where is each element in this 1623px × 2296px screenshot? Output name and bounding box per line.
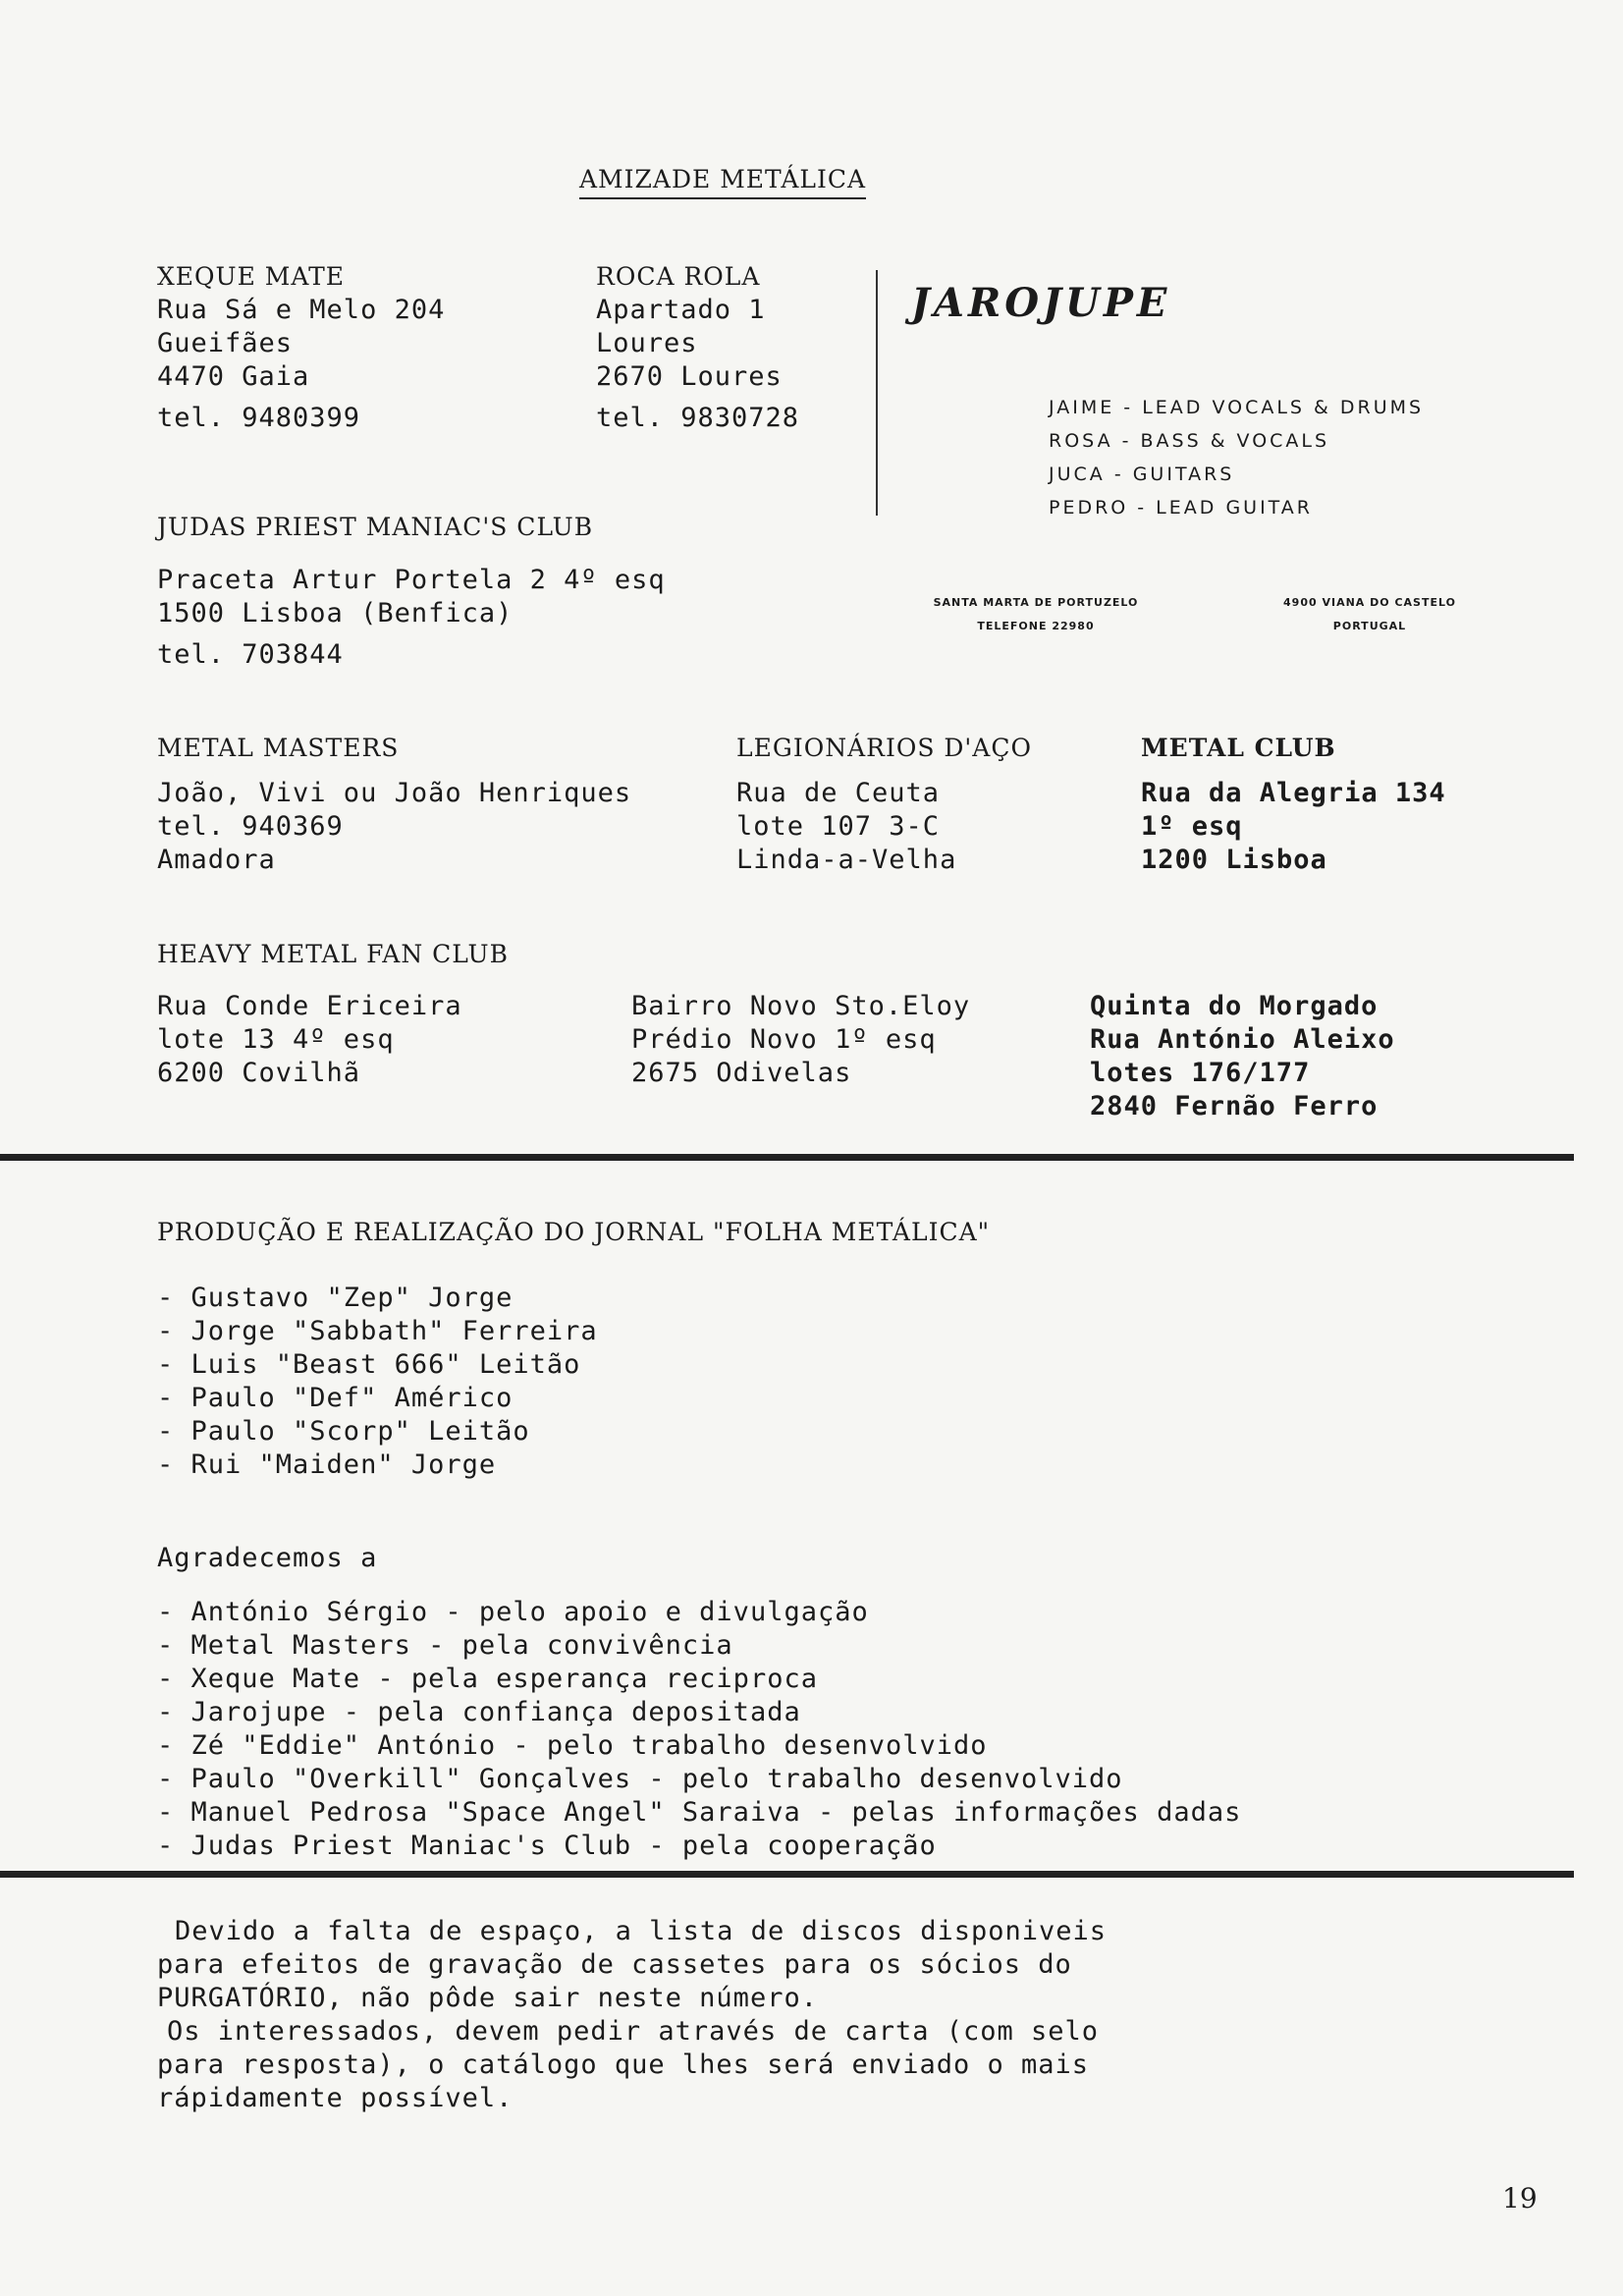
notice-line: para resposta), o catálogo que lhes será enviado o mais	[157, 2050, 1090, 2080]
jarojupe-address-line-1: SANTA MARTA DE PORTUZELO	[933, 596, 1139, 609]
production-name: - Luis "Beast 666" Leitão	[157, 1349, 581, 1380]
notice-line: PURGATÓRIO, não pôde sair neste número.	[157, 1983, 818, 2013]
xeque-mate-line-3: 4470 Gaia	[157, 361, 310, 392]
metal-masters-block	[157, 732, 631, 877]
notice-line: rápidamente possível.	[157, 2083, 514, 2113]
judas-priest-phone: tel. 703844	[157, 639, 344, 670]
divider-1	[0, 1154, 1574, 1161]
hmfc-address-2	[631, 990, 970, 1090]
roca-rola-phone: tel. 9830728	[596, 403, 800, 433]
hmfc-a3-line-3: lotes 176/177	[1090, 1058, 1311, 1088]
thanks-item: - Xeque Mate - pela esperança reciproca	[157, 1664, 818, 1694]
production-name: - Rui "Maiden" Jorge	[157, 1449, 497, 1480]
metal-masters-line-2: tel. 940369	[157, 811, 344, 842]
metal-club-line-2: 1º esq	[1141, 811, 1243, 842]
jarojupe-phone: TELEFONE 22980	[977, 620, 1095, 632]
hmfc-a3-line-2: Rua António Aleixo	[1090, 1024, 1395, 1055]
notice	[157, 1915, 1107, 2115]
member-jaime: JAIME - LEAD VOCALS & DRUMS	[1049, 397, 1425, 418]
thanks-item: - Paulo "Overkill" Gonçalves - pelo trabalho desenvolvido	[157, 1764, 1123, 1794]
roca-rola-block	[596, 260, 799, 435]
hmfc-a3-line-4: 2840 Fernão Ferro	[1090, 1091, 1379, 1121]
legionarios-block	[736, 732, 1032, 877]
member-juca: JUCA - GUITARS	[1049, 464, 1235, 485]
metal-masters-line-3: Amadora	[157, 845, 276, 875]
thanks-item: - Zé "Eddie" António - pelo trabalho desenvolvido	[157, 1730, 988, 1761]
production-name: - Jorge "Sabbath" Ferreira	[157, 1316, 598, 1346]
legionarios-line-2: lote 107 3-C	[736, 811, 941, 842]
jarojupe-country: PORTUGAL	[1332, 620, 1407, 632]
jarojupe-city: 4900 VIANA DO CASTELO	[1283, 596, 1456, 609]
metal-club-line-1: Rua da Alegria 134	[1141, 778, 1446, 808]
metal-club-line-3: 1200 Lisboa	[1141, 845, 1327, 875]
production-name: - Paulo "Def" Américo	[157, 1383, 514, 1413]
judas-priest-name: JUDAS PRIEST MANIAC'S CLUB	[157, 513, 594, 541]
jarojupe-address-right	[1262, 591, 1478, 638]
hmfc-name: HEAVY METAL FAN CLUB	[157, 940, 509, 968]
hmfc-address-3	[1090, 990, 1395, 1123]
judas-priest-line-1: Praceta Artur Portela 2 4º esq	[157, 565, 666, 595]
member-rosa: ROSA - BASS & VOCALS	[1049, 430, 1330, 452]
hmfc-a2-line-2: Prédio Novo 1º esq	[631, 1024, 937, 1055]
xeque-mate-name: XEQUE MATE	[157, 262, 346, 291]
hmfc-a2-line-1: Bairro Novo Sto.Eloy	[631, 991, 971, 1021]
hmfc-a1-line-2: lote 13 4º esq	[157, 1024, 395, 1055]
roca-rola-line-3: 2670 Loures	[596, 361, 783, 392]
thanks-item: - Manuel Pedrosa "Space Angel" Saraiva - pelas informações dadas	[157, 1797, 1242, 1828]
xeque-mate-line-2: Gueifães	[157, 328, 294, 358]
notice-line: Devido a falta de espaço, a lista de discos disponiveis	[175, 1916, 1108, 1946]
production-name: - Gustavo "Zep" Jorge	[157, 1283, 514, 1313]
thanks-list	[157, 1596, 1241, 1863]
member-pedro: PEDRO - LEAD GUITAR	[1049, 497, 1314, 519]
roca-rola-line-1: Apartado 1	[596, 295, 766, 325]
production-list	[157, 1282, 598, 1482]
jarojupe-address-left	[908, 591, 1163, 638]
hmfc-a1-line-1: Rua Conde Ericeira	[157, 991, 462, 1021]
judas-priest-line-2: 1500 Lisboa (Benfica)	[157, 598, 514, 629]
page-number: 19	[1502, 2182, 1538, 2214]
page-title: AMIZADE METÁLICA	[579, 165, 866, 199]
xeque-mate-line-1: Rua Sá e Melo 204	[157, 295, 446, 325]
metal-club-name: METAL CLUB	[1141, 734, 1336, 762]
thanks-heading: Agradecemos a	[157, 1543, 378, 1573]
hmfc-a3-line-1: Quinta do Morgado	[1090, 991, 1379, 1021]
notice-line: para efeitos de gravação de cassetes para os sócios do	[157, 1949, 1072, 1980]
xeque-mate-block	[157, 260, 445, 435]
hmfc-a2-line-3: 2675 Odivelas	[631, 1058, 852, 1088]
production-name: - Paulo "Scorp" Leitão	[157, 1416, 530, 1447]
notice-line: Os interessados, devem pedir através de carta (com selo	[167, 2016, 1100, 2047]
metal-masters-line-1: João, Vivi ou João Henriques	[157, 778, 632, 808]
metal-masters-name: METAL MASTERS	[157, 734, 400, 762]
metal-club-block	[1141, 732, 1446, 877]
divider-2	[0, 1871, 1574, 1878]
legionarios-line-1: Rua de Ceuta	[736, 778, 941, 808]
thanks-item: - Jarojupe - pela confiança depositada	[157, 1697, 801, 1727]
production-heading: PRODUÇÃO E REALIZAÇÃO DO JORNAL "FOLHA METÁLICA"	[157, 1218, 991, 1246]
hmfc-address-1	[157, 990, 462, 1090]
thanks-item: - Judas Priest Maniac's Club - pela cooperação	[157, 1831, 937, 1861]
roca-rola-line-2: Loures	[596, 328, 698, 358]
jarojupe-members	[1049, 391, 1424, 524]
legionarios-line-3: Linda-a-Velha	[736, 845, 957, 875]
judas-priest-block	[157, 511, 666, 672]
jarojupe-logo: JAROJUPE	[911, 280, 1171, 326]
xeque-mate-phone: tel. 9480399	[157, 403, 361, 433]
thanks-item: - António Sérgio - pelo apoio e divulgação	[157, 1597, 869, 1627]
thanks-item: - Metal Masters - pela convivência	[157, 1630, 733, 1661]
legionarios-name: LEGIONÁRIOS D'AÇO	[736, 734, 1032, 762]
hmfc-a1-line-3: 6200 Covilhã	[157, 1058, 361, 1088]
roca-rola-name: ROCA ROLA	[596, 262, 761, 291]
card-divider	[876, 270, 878, 516]
